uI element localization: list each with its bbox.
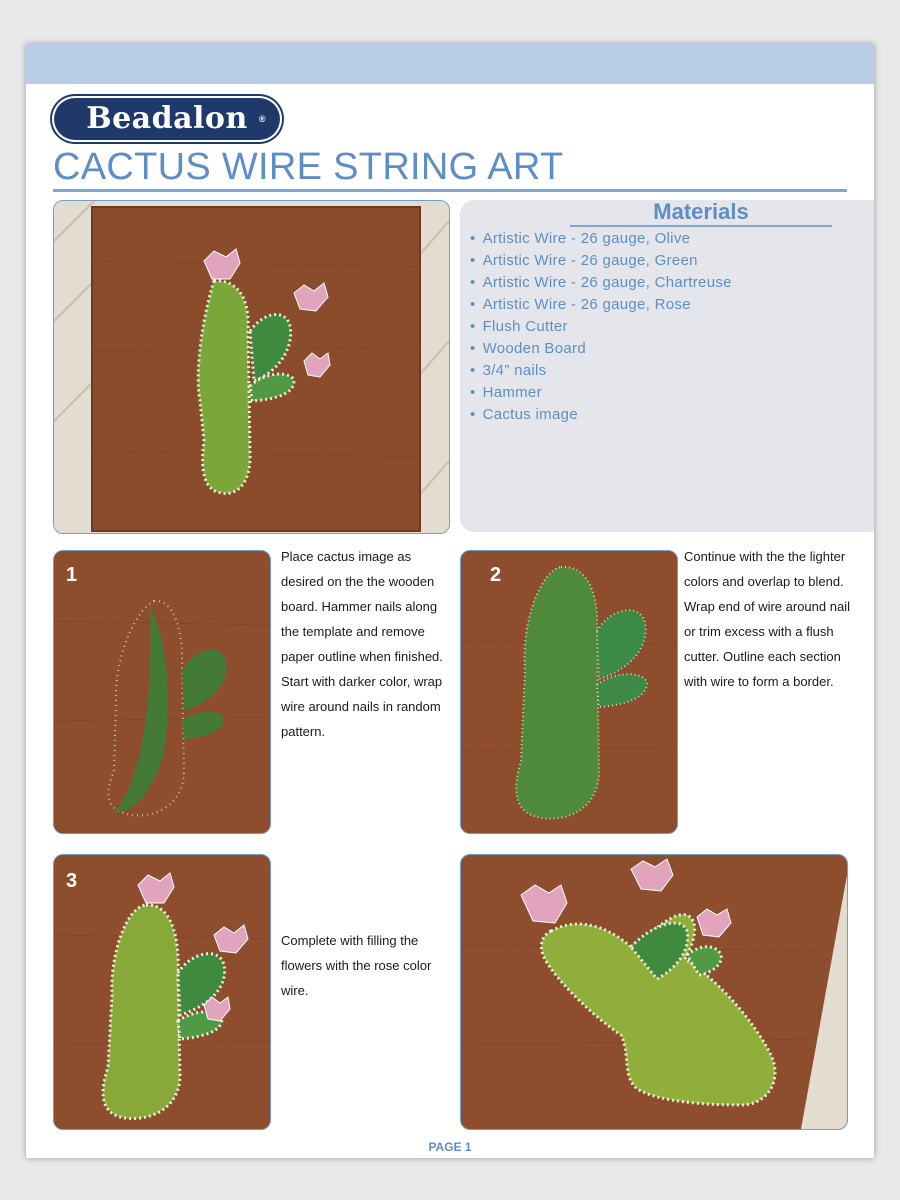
instruction-page [26,44,874,1158]
material-item: • Artistic Wire - 26 gauge, Rose [470,294,732,316]
logo-text: Beadalon [86,101,248,136]
header-band [26,44,874,84]
step-1-number: 1 [66,564,78,586]
step-2-text [684,544,854,694]
registered-mark: ® [258,114,266,124]
material-item: • Artistic Wire - 26 gauge, Green [470,250,732,272]
material-item: • Artistic Wire - 26 gauge, Chartreuse [470,272,732,294]
finished-project-photo [53,200,450,534]
material-item: • Wooden Board [470,338,732,360]
brand-logo [54,98,280,140]
material-item: • 3/4” nails [470,360,732,382]
material-item: • Artistic Wire - 26 gauge, Olive [470,228,732,250]
title-divider [53,189,847,192]
material-item: • Hammer [470,382,732,404]
materials-heading: Materials [570,200,832,227]
step-1-text: Place cactus image as desired on the the wooden board. Hammer nails along the template and remove paper outline when finished. Start with darker color, wrap wire around nails in random pattern. [281,549,443,739]
step-2-number: 2 [490,564,502,586]
materials-panel [460,200,874,532]
step-2-text-part-1: Continue with the the lighter colors and overlap to blend. [684,549,846,589]
step-3-photo [53,854,271,1130]
step-2-photo [460,550,678,834]
material-item: • Flush Cutter [470,316,732,338]
step-3-text: Complete with filling the flowers with the rose color wire. [281,933,432,998]
page-title: CACTUS WIRE STRING ART [53,146,564,188]
material-item: • Cactus image [470,404,732,426]
step-1-photo [53,550,271,834]
page-number: PAGE 1 [428,1140,472,1154]
step-3-number: 3 [66,870,78,892]
final-result-photo [460,854,848,1130]
step-2-text-part-2: Wrap end of wire around nail or trim excess with a flush cutter. Outline each section with wire to form a border. [684,599,850,689]
materials-list [470,228,732,426]
